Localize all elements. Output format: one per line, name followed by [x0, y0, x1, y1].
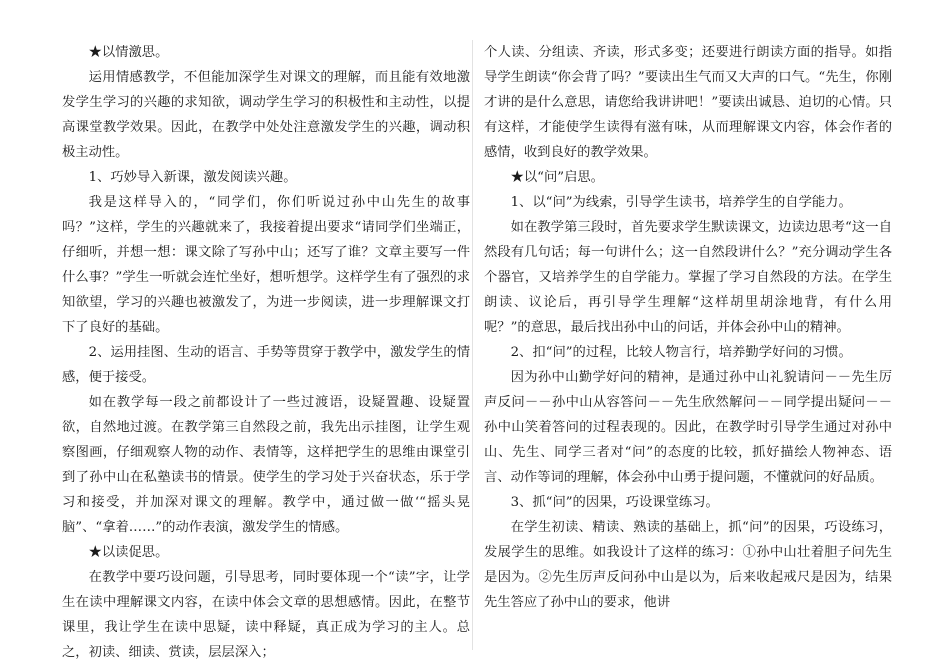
- paragraph: 在学生初读、精读、熟读的基础上，抓“问”的因果，巧设练习，发展学生的思维。如我设计了这样的练习：①孙中山壮着胆子问先生是因为。②先生厉声反问孙中山是以为，后来收起戒尺是因为，结果先生答应了孙中山的要求，他讲: [484, 520, 892, 610]
- subheading: 2、扣“问”的过程，比较人物言行，培养勤学好问的习惯。: [510, 345, 852, 360]
- paragraph: 如在教学每一段之前都设计了一些过渡语，设疑置趣、设疑置欲，自然地过渡。在教学第三自然段之前，我先出示挂图，让学生观察图画，仔细观察人物的动作、表情等，这样把学生的思维由课堂引到了孙中山在私塾读书的情景。使学生的学习处于兴奋状态，乐于学习和接受，并加深对课文的理解。教学中，通过做一做‘“摇头晃脑”、“拿着……”的动作表演，激发学生的情感。: [62, 395, 470, 535]
- left-column: [62, 40, 470, 665]
- right-column: [484, 40, 892, 615]
- paragraph: 如在教学第三段时，首先要求学生默读课文，边读边思考“这一自然段有几句话；每一句讲什么；这一自然段讲什么？”充分调动学生各个器官，又培养学生的自学能力。掌握了学习自然段的方法。在学生朗读、议论后，再引导学生理解“这样胡里胡涂地背，有什么用呢？”的意思，最后找出孙中山的问话，并体会孙中山的精神。: [484, 220, 892, 335]
- paragraph: 因为孙中山勤学好问的精神，是通过孙中山礼貌请问－－先生厉声反问－－孙中山从容答问－－先生欣然解问－－同学提出疑问－－孙中山笑着答问的过程表现的。因此，在教学时引导学生通过对孙中山、先生、同学三者对“问”的态度的比较，抓好描绘人物神态、语言、动作等词的理解，体会孙中山勇于提问题，不懂就问的好品质。: [484, 370, 892, 485]
- heading-reading: ★以读促思。: [88, 545, 169, 560]
- subheading: 1、巧妙导入新课，激发阅读兴趣。: [88, 170, 297, 185]
- subheading: 2、运用挂图、生动的语言、手势等贯穿于教学中，激发学生的情感，便于接受。: [62, 345, 470, 385]
- paragraph: 在教学中要巧设问题，引导思考，同时要体现一个“读”字，让学生在读中理解课文内容，在读中体会文章的思想感情。因此，在整节课里，我让学生在读中思疑，读中释疑，真正成为学习的主人。总之，初读、细读、赏读，层层深入；: [62, 570, 470, 660]
- column-divider: [472, 40, 473, 650]
- heading-emotion: ★以情激思。: [88, 45, 169, 60]
- subheading: 1、以“问”为线索，引导学生读书，培养学生的自学能力。: [510, 195, 852, 210]
- subheading: 3、抓“问”的因果，巧设课堂练习。: [510, 495, 719, 510]
- paragraph: 我是这样导入的，“同学们，你们听说过孙中山先生的故事吗？”这样，学生的兴趣就来了，我接着提出要求“请同学们坐端正，仔细听，并想一想：课文除了写孙中山；还写了谁？文章主要写一件什么事？”学生一听就会连忙坐好，想听想学。这样学生有了强烈的求知欲望，学习的兴趣也被激发了，为进一步阅读，进一步理解课文打下了良好的基础。: [62, 195, 470, 335]
- heading-question: ★以“问”启思。: [510, 170, 604, 185]
- paragraph: 运用情感教学，不但能加深学生对课文的理解，而且能有效地激发学生学习的兴趣的求知欲，调动学生学习的积极性和主动性，以提高课堂教学效果。因此，在教学中处处注意激发学生的兴趣，调动积极主动性。: [62, 70, 470, 160]
- paragraph-continued: 个人读、分组读、齐读，形式多变；还要进行朗读方面的指导。如指导学生朗读“你会背了吗？”要读出生气而又大声的口气。“先生，你刚才讲的是什么意思，请您给我讲讲吧！”要读出诚恳、迫切的心情。只有这样，才能使学生读得有滋有味，从而理解课文内容，体会作者的感情，收到良好的教学效果。: [484, 45, 892, 160]
